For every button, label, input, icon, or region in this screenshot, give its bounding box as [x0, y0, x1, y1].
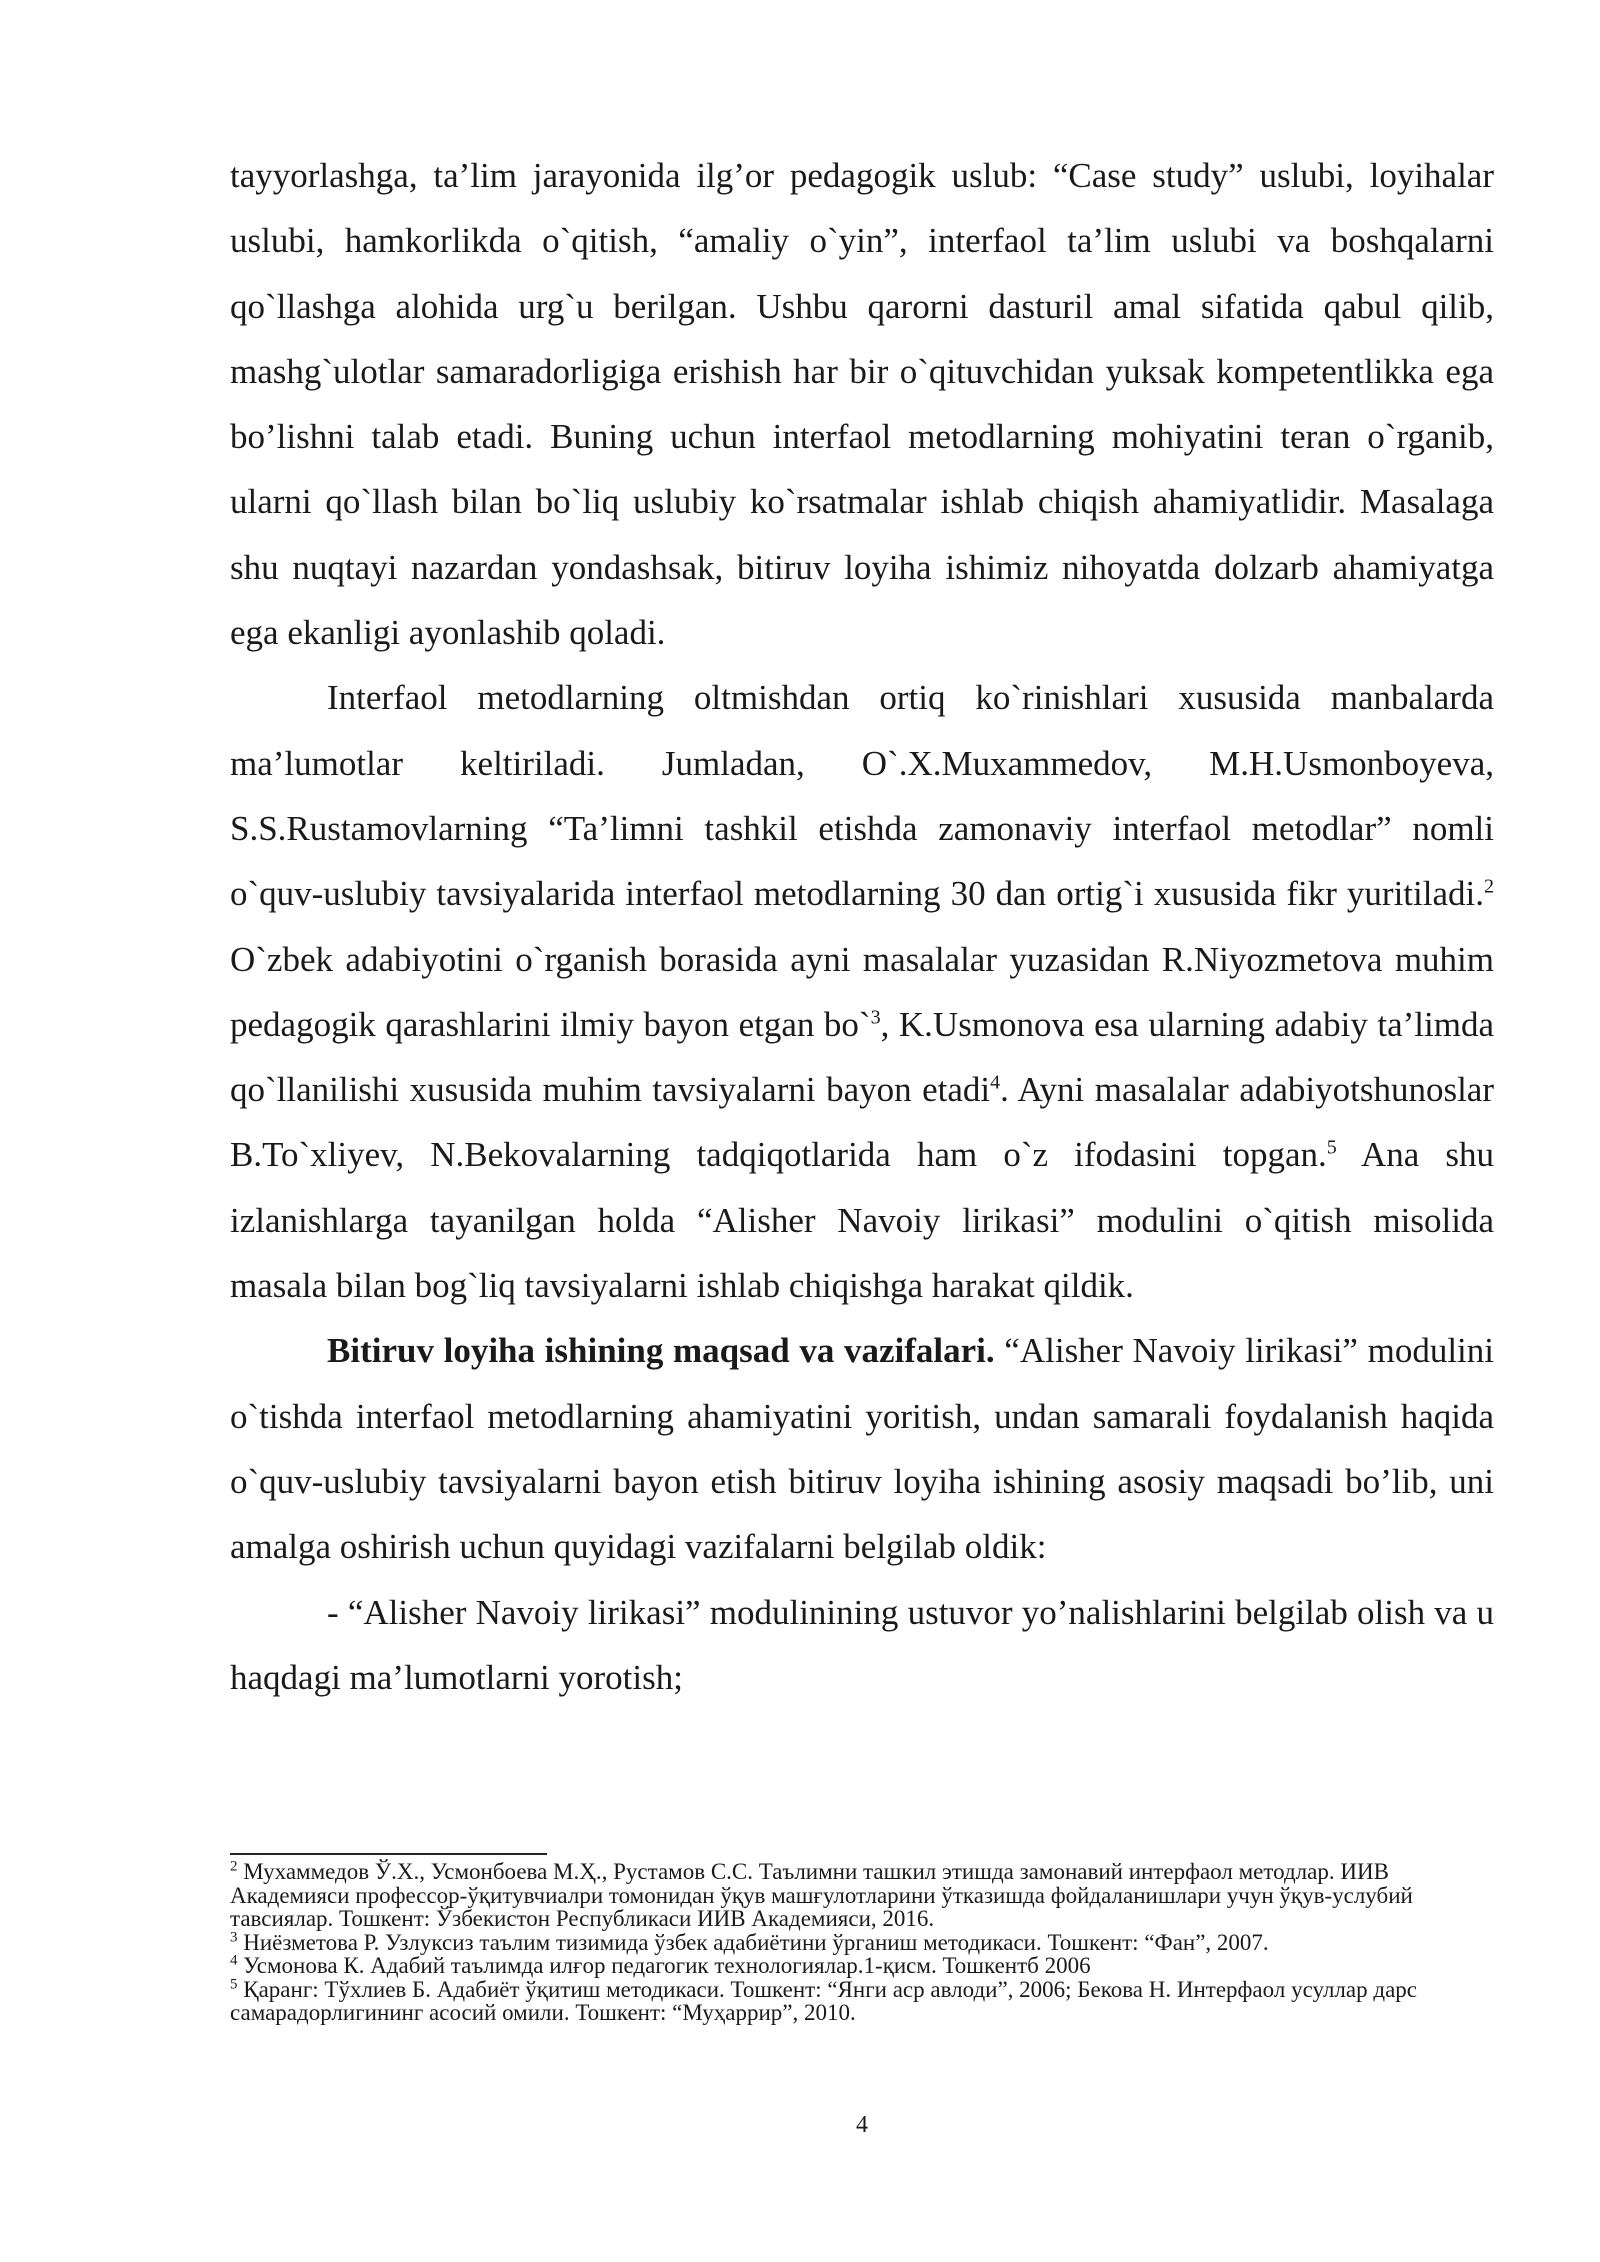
paragraph-4: - “Alisher Navoiy lirikasi” modulinining ustuvor yo’nalishlarini belgilab olish va u haqdagi ma’lumotlarni yorotish; [230, 1592, 1494, 1697]
paragraph-2-text-b: O`zbek adabiyotini o`rganish borasida ayni masalalar yuzasidan R.Niyozmetova muhim pedagogik qarashlarini ilmiy bayon etgan bo` [230, 939, 1494, 1044]
footnote-3 [230, 1928, 1494, 1955]
paragraph-2-text-c: , K.Usmonova esa ularning adabiy ta’limda qo`llanilishi xususida muhim tavsiyalarni bayon etadi [230, 1004, 1494, 1110]
footnote-mark: 2 [230, 1858, 238, 1875]
paragraph-2 [230, 665, 1494, 1318]
footnote-text: Ниёзметова Р. Узлуксиз таълим тизимида ўзбек адабиётини ўрганиш методикаси. Тошкент: “Фан”, 2007. [237, 1929, 1269, 1955]
footnote-text: Қаранг: Тўхлиев Б. Адабиёт ўқитиш методикаси. Тошкент: “Янги аср авлоди”, 2006; Бекова Н. Интерфаол усуллар дарс самарадорлигининг асосий омили. Тошкент: “Муҳаррир”, 2010. [230, 1976, 1417, 2025]
paragraph-3-text: “Alisher Navoiy lirikasi” modulini o`tishda interfaol metodlarning ahamiyatini yoritish, undan samarali foydalanish haqida o`quv-uslubiy tavsiyalarni bayon etish bitiruv loyiha ishining asosiy maqsadi bo’lib, uni amalga oshirish uchun quyidagi vazifalarni belgilab oldik: [230, 1331, 1494, 1567]
footnotes [230, 1860, 1494, 2025]
paragraph-2-text-e: Ana shu izlanishlarga tayanilgan holda “Alisher Navoiy lirikasi” modulini o`qitish misolida masala bilan bog`liq tavsiyalarni ishlab chiqishga harakat qildik. [230, 1135, 1495, 1306]
footnote-ref-3[interactable]: 3 [870, 1006, 881, 1029]
footnote-4 [230, 1954, 1494, 1978]
footnote-mark: 3 [230, 1928, 238, 1945]
paragraph-2-text-a: Interfaol metodlarning oltmishdan ortiq ko`rinishlari xususida manbalarda ma’lumotlar keltiriladi. Jumladan, O`.X.Muxammedov, M.H.Usmonboyeva, S.S.Rustamovlarning “Ta’limni tashkil etishda zamonaviy interfaol metodlar” nomli o`quv-uslubiy tavsiyalarida interfaol metodlarning 30 dan ortig`i xususida fikr yuritiladi. [230, 678, 1494, 914]
footnote-mark: 4 [230, 1952, 238, 1969]
footnote-text: Усмонова К. Адабий таълимда илғор педагогик технологиялар.1-қисм. Тошкентб 2006 [237, 1953, 1091, 1978]
footnote-text: Мухаммедов Ў.Х., Усмонбоева М.Ҳ., Рустамов С.С. Таълимни ташкил этишда замонавий интерфаол методлар. ИИВ Академияси профессор-ўқитувчиалри томонидан ўқув машғулотларини ўтказишда фойдаланишлари учун ўқув-услубий тавсиялар. Тошкент: Ўзбекистон Республикаси ИИВ Академияси, 2016. [230, 1859, 1413, 1931]
paragraph-3 [230, 1318, 1494, 1579]
paragraph-2-text-d: . Ayni masalalar adabiyotshunoslar B.To`xliyev, N.Bekovalarning tadqiqotlarida ham o`z ifodasini topgan. [230, 1070, 1494, 1175]
section-heading: Bitiruv loyiha ishining maqsad va vazifalari. [327, 1331, 995, 1371]
footnote-ref-2[interactable]: 2 [1484, 875, 1494, 898]
footnote-ref-4[interactable]: 4 [990, 1071, 1001, 1094]
document-body [230, 143, 1494, 1710]
page-number: 4 [856, 2112, 868, 2138]
footnote-2 [230, 1860, 1494, 1931]
footnote-mark: 5 [230, 1975, 238, 1992]
footnote-ref-5[interactable]: 5 [1326, 1136, 1337, 1159]
footnote-separator [230, 1853, 547, 1855]
paragraph-1: tayyorlashga, ta’lim jarayonida ilg’or pedagogik uslub: “Case study” uslubi, loyihalar uslubi, hamkorlikda o`qitish, “amaliy o`yin”, interfaol ta’lim uslubi va boshqalarni qo`llashga alohida urg`u berilgan. Ushbu qarorni dasturil amal sifatida qabul qilib, mashg`ulotlar samaradorligiga erishish har bir o`qituvchidan yuksak kompetentlikka ega bo’lishni talab etadi. Buning uchun interfaol metodlarning mohiyatini teran o`rganib, ularni qo`llash bilan bo`liq uslubiy ko`rsatmalar ishlab chiqish ahamiyatlidir. Masalaga shu nuqtayi nazardan yondashsak, bitiruv loyiha ishimiz nihoyatda dolzarb ahamiyatga ega ekanligi ayonlashib qoladi. [230, 156, 1494, 653]
footnote-5 [230, 1975, 1494, 2025]
